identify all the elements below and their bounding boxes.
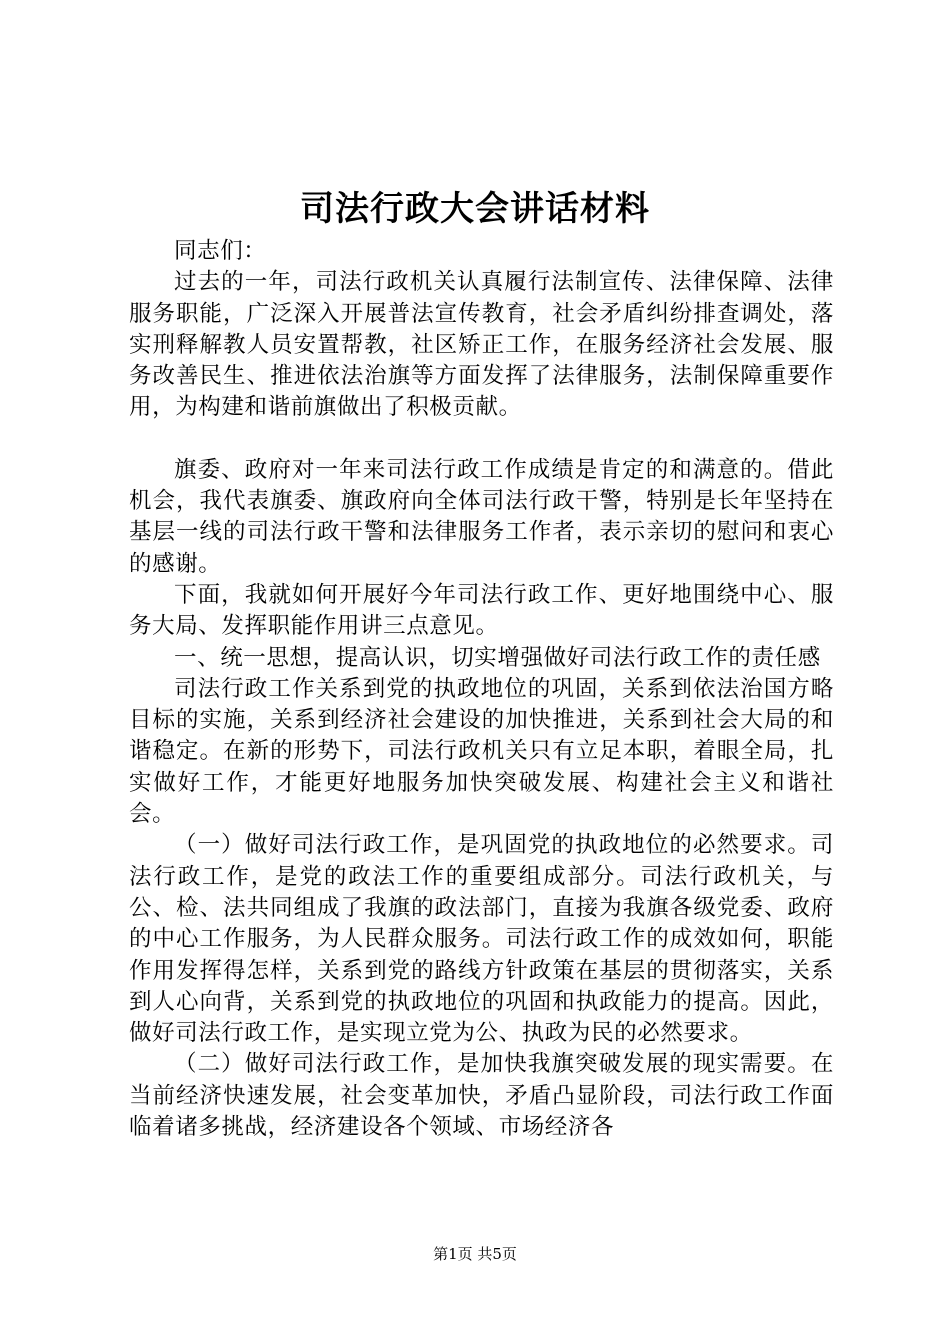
section-heading: 一、统一思想，提高认识，切实增强做好司法行政工作的责任感	[174, 644, 821, 671]
paragraph: 过去的一年，司法行政机关认真履行法制宣传、法律保障、法律服务职能，广泛深入开展普法宣传教育，社会矛盾纠纷排查调处，落实刑释解教人员安置帮教，社区矫正工作，在服务经济社会发展、服务改善民生、推进依法治旗等方面发挥了法律服务，法制保障重要作用，为构建和谐前旗做出了积极贡献。	[129, 269, 834, 421]
page-footer: 第1页 共5页	[433, 1245, 517, 1263]
page-title: 司法行政大会讲话材料	[300, 189, 650, 229]
paragraph: 下面，我就如何开展好今年司法行政工作、更好地围绕中心、服务大局、发挥职能作用讲三点意见。	[129, 581, 834, 640]
document-body	[129, 236, 834, 1143]
paragraph: 旗委、政府对一年来司法行政工作成绩是肯定的和满意的。借此机会，我代表旗委、旗政府向全体司法行政干警，特别是长年坚持在基层一线的司法行政干警和法律服务工作者，表示亲切的慰问和衷心的感谢。	[129, 456, 834, 577]
paragraph: （一）做好司法行政工作，是巩固党的执政地位的必然要求。司法行政工作，是党的政法工作的重要组成部分。司法行政机关，与公、检、法共同组成了我旗的政法部门，直接为我旗各级党委、政府的中心工作服务，为人民群众服务。司法行政工作的成效如何，职能作用发挥得怎样，关系到党的路线方针政策在基层的贯彻落实，关系到人心向背，关系到党的执政地位的巩固和执政能力的提高。因此，做好司法行政工作，是实现立党为公、执政为民的必然要求。	[129, 832, 834, 1047]
salutation: 同志们：	[174, 238, 267, 264]
paragraph: （二）做好司法行政工作，是加快我旗突破发展的现实需要。在当前经济快速发展，社会变革加快，矛盾凸显阶段，司法行政工作面临着诸多挑战，经济建设各个领域、市场经济各	[129, 1051, 834, 1141]
paragraph: 司法行政工作关系到党的执政地位的巩固，关系到依法治国方略目标的实施，关系到经济社会建设的加快推进，关系到社会大局的和谐稳定。在新的形势下，司法行政机关只有立足本职，着眼全局，扎实做好工作，才能更好地服务加快突破发展、构建社会主义和谐社会。	[129, 675, 834, 828]
